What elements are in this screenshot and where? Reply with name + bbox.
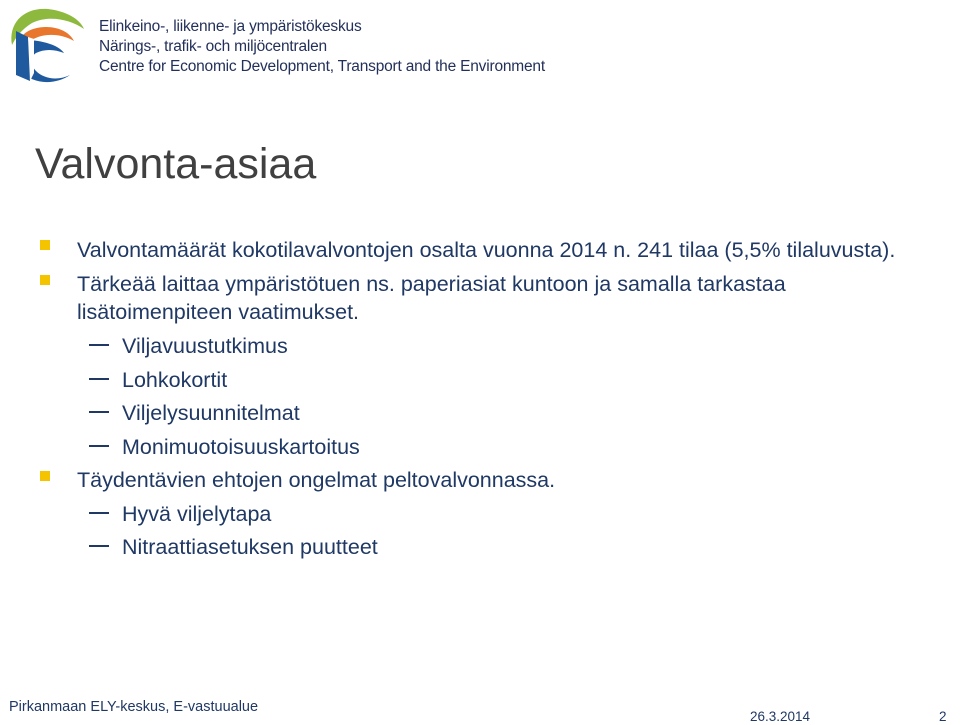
subitem-viljelysuunnitelmat: Viljelysuunnitelmat — [122, 401, 300, 425]
bullet-1: Valvontamäärät kokotilavalvontojen osalta vuonna 2014 n. 241 tilaa (5,5% tilaluvusta). — [77, 238, 896, 262]
subitem-nitraattiasetuksen-puutteet: Nitraattiasetuksen puutteet — [122, 535, 378, 559]
footer-date: 26.3.2014 — [750, 709, 811, 724]
org-name-english: Centre for Economic Development, Transport and the Environment — [99, 58, 545, 75]
page-number: 2 — [939, 709, 947, 724]
dash-marker — [89, 545, 109, 547]
bullet-marker — [40, 275, 50, 285]
slide-title: Valvonta-asiaa — [35, 140, 317, 188]
bullet-3: Täydentävien ehtojen ongelmat peltovalvonnassa. — [77, 468, 556, 492]
footer-organization: Pirkanmaan ELY-keskus, E-vastuualue — [9, 699, 259, 715]
subitem-viljavuustutkimus: Viljavuustutkimus — [122, 334, 288, 358]
bullet-marker — [40, 471, 50, 481]
dash-marker — [89, 512, 109, 514]
ely-logo — [4, 3, 86, 85]
dash-marker — [89, 378, 109, 380]
bullet-2-line2: lisätoimenpiteen vaatimukset. — [77, 300, 360, 324]
org-name-finnish: Elinkeino-, liikenne- ja ympäristökeskus — [99, 18, 362, 35]
subitem-lohkokortit: Lohkokortit — [122, 368, 228, 392]
dash-marker — [89, 411, 109, 413]
dash-marker — [89, 445, 109, 447]
subitem-hyva-viljelytapa: Hyvä viljelytapa — [122, 502, 272, 526]
dash-marker — [89, 344, 109, 346]
org-name-swedish: Närings-, trafik- och miljöcentralen — [99, 38, 327, 55]
subitem-monimuotoisuuskartoitus: Monimuotoisuuskartoitus — [122, 435, 360, 459]
organization-name — [99, 17, 545, 77]
bullet-2-line1: Tärkeää laittaa ympäristötuen ns. paperiasiat kuntoon ja samalla tarkastaa — [77, 272, 786, 296]
bullet-marker — [40, 240, 50, 250]
